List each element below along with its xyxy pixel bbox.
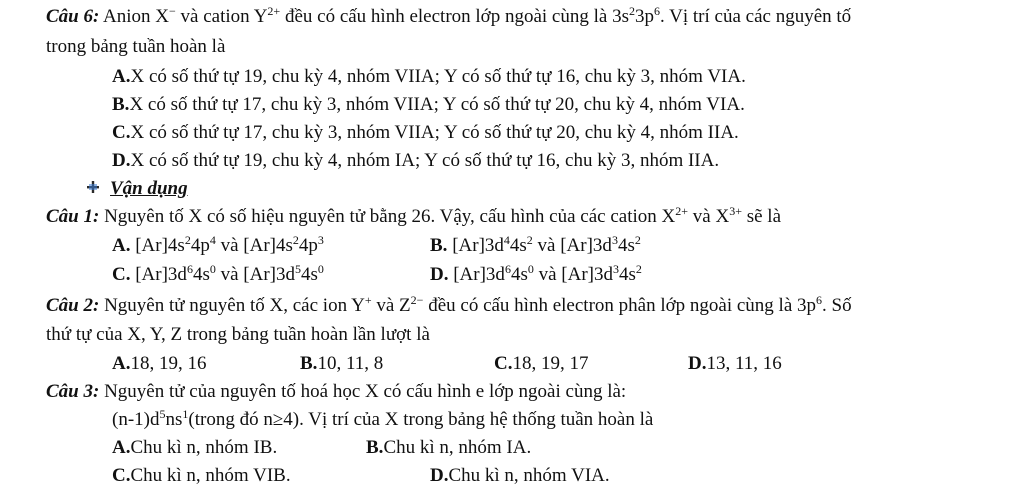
q1-label: Câu 1: [46,206,100,227]
option-text: [Ar]3d [448,264,505,285]
option-sup: 5 [294,262,301,276]
q6-text: 3p [634,6,654,27]
option-letter: A. [112,66,131,87]
q6-option-b[interactable] [112,94,745,116]
q3-option-a[interactable] [112,437,277,459]
q6-text: Anion X [99,6,170,27]
q6-sup: 2 [628,4,635,18]
option-sup: 2 [635,262,642,276]
option-letter: C. [112,465,131,486]
option-text: Chu kì n, nhóm IA. [383,437,532,458]
q3-text: (n-1)d [112,409,160,430]
q2-sup: 2− [410,293,424,307]
option-text: 4s [618,264,636,285]
option-text: 4p [298,235,318,256]
q6-sup: 2+ [267,4,281,18]
option-text: 4s [300,264,318,285]
option-letter: A. [112,437,131,458]
q6-stem [46,6,851,28]
pushpin-icon [86,180,100,194]
option-sup: 3 [317,233,324,247]
q1-stem [46,206,781,228]
q6-text: . Vị trí của các nguyên tố [659,6,852,27]
q6-option-d[interactable] [112,150,719,172]
q1-text: và X [688,206,730,227]
option-letter: D. [688,353,707,374]
q6-sup: 6 [653,4,660,18]
q3-option-b[interactable] [366,437,531,459]
option-text: Chu kì n, nhóm IB. [130,437,278,458]
option-letter: C. [112,122,131,143]
option-text: X có số thứ tự 17, chu kỳ 3, nhóm VIIA; Y có số thứ tự 20, chu kỳ 4, nhóm IIA. [130,122,739,143]
q1-sup: 2+ [675,204,689,218]
q2-label: Câu 2: [46,295,100,316]
option-letter: A. [112,353,131,374]
option-sup: 3 [612,262,619,276]
option-letter: C. [494,353,513,374]
q1-text: Nguyên tố X có số hiệu nguyên tử bằng 26. Vậy, cấu hình của các cation X [99,206,676,227]
option-sup: 2 [292,233,299,247]
q1-option-b[interactable] [430,235,641,257]
option-letter: A. [112,235,131,256]
option-sup: 2 [526,233,533,247]
option-sup: 0 [527,262,534,276]
q3-sup: 5 [159,407,166,421]
option-letter: B. [430,235,448,256]
option-text: X có số thứ tự 19, chu kỳ 4, nhóm VIIA; Y có số thứ tự 16, chu kỳ 3, nhóm VIA. [130,66,746,87]
option-letter: B. [300,353,318,374]
option-letter: B. [366,437,384,458]
option-text: [Ar]3d [130,264,187,285]
option-text: 4s [510,264,528,285]
option-letter: C. [112,264,131,285]
q3-sup: 1 [182,407,189,421]
q1-option-d[interactable] [430,264,642,286]
q2-text: và Z [371,295,411,316]
option-text: và [Ar]4s [215,235,293,256]
q3-text: (trong đó n≥4). Vị trí của X trong bảng hệ thống tuần hoàn là [188,409,654,430]
option-text: 4p [190,235,210,256]
q2-option-b[interactable] [300,353,383,375]
q2-stem [46,295,852,317]
q6-sup: − [169,4,176,18]
q3-stem [46,381,626,403]
option-text: 13, 11, 16 [706,353,782,374]
section-title: Vận dụng [110,178,188,199]
q3-text: ns [165,409,183,430]
option-sup: 4 [209,233,216,247]
option-sup: 0 [209,262,216,276]
option-sup: 2 [634,233,641,247]
option-text: và [Ar]3d [215,264,295,285]
q1-sup: 3+ [729,204,742,218]
q6-stem-line2: trong bảng tuần hoàn là [46,36,226,57]
q2-text: Nguyên tử nguyên tố X, các ion Y [99,295,365,316]
q1-option-a[interactable] [112,235,324,257]
q2-option-d[interactable] [688,353,782,375]
option-sup: 2 [184,233,191,247]
option-sup: 4 [503,233,510,247]
option-sup: 0 [317,262,324,276]
q6-label: Câu 6: [46,6,100,27]
option-sup: 6 [504,262,511,276]
q6-text: đều có cấu hình electron lớp ngoài cùng là 3s [280,6,629,27]
q3-option-c[interactable] [112,465,291,487]
option-letter: D. [430,264,449,285]
option-text: 4s [509,235,527,256]
q3-option-d[interactable] [430,465,610,487]
q3-label: Câu 3: [46,381,100,402]
q3-stem-line2 [112,409,653,431]
option-letter: B. [112,94,130,115]
q2-option-c[interactable] [494,353,588,375]
option-text: [Ar]3d [447,235,504,256]
option-text: và [Ar]3d [532,235,612,256]
q6-text: và cation Y [175,6,268,27]
option-letter: D. [430,465,449,486]
option-text: 18, 19, 17 [512,353,589,374]
q2-text: . Số [822,295,852,316]
q2-option-a[interactable] [112,353,206,375]
option-text: Chu kì n, nhóm VIB. [130,465,291,486]
q1-text: sẽ là [741,206,782,227]
option-text: X có số thứ tự 19, chu kỳ 4, nhóm IA; Y có số thứ tự 16, chu kỳ 3, nhóm IIA. [130,150,720,171]
option-text: X có số thứ tự 17, chu kỳ 3, nhóm VIIA; Y có số thứ tự 20, chu kỳ 4, nhóm VIA. [129,94,745,115]
option-text: 4s [192,264,210,285]
option-text: [Ar]4s [130,235,185,256]
option-sup: 6 [186,262,193,276]
option-text: 10, 11, 8 [317,353,384,374]
q6-option-a[interactable] [112,66,746,88]
q2-sup: 6 [816,293,823,307]
option-text: 4s [617,235,635,256]
q2-text: đều có cấu hình electron phân lớp ngoài cùng là 3p [423,295,817,316]
option-sup: 3 [611,233,618,247]
option-text: Chu kì n, nhóm VIA. [448,465,610,486]
option-text: và [Ar]3d [533,264,613,285]
option-text: 18, 19, 16 [130,353,207,374]
q2-sup: + [364,293,372,307]
q6-option-c[interactable] [112,122,739,144]
q3-text: Nguyên tử của nguyên tố hoá học X có cấu hình e lớp ngoài cùng là: [99,381,627,402]
q2-stem-line2: thứ tự của X, Y, Z trong bảng tuần hoàn lần lượt là [46,324,430,345]
q1-option-c[interactable] [112,264,324,286]
option-letter: D. [112,150,131,171]
